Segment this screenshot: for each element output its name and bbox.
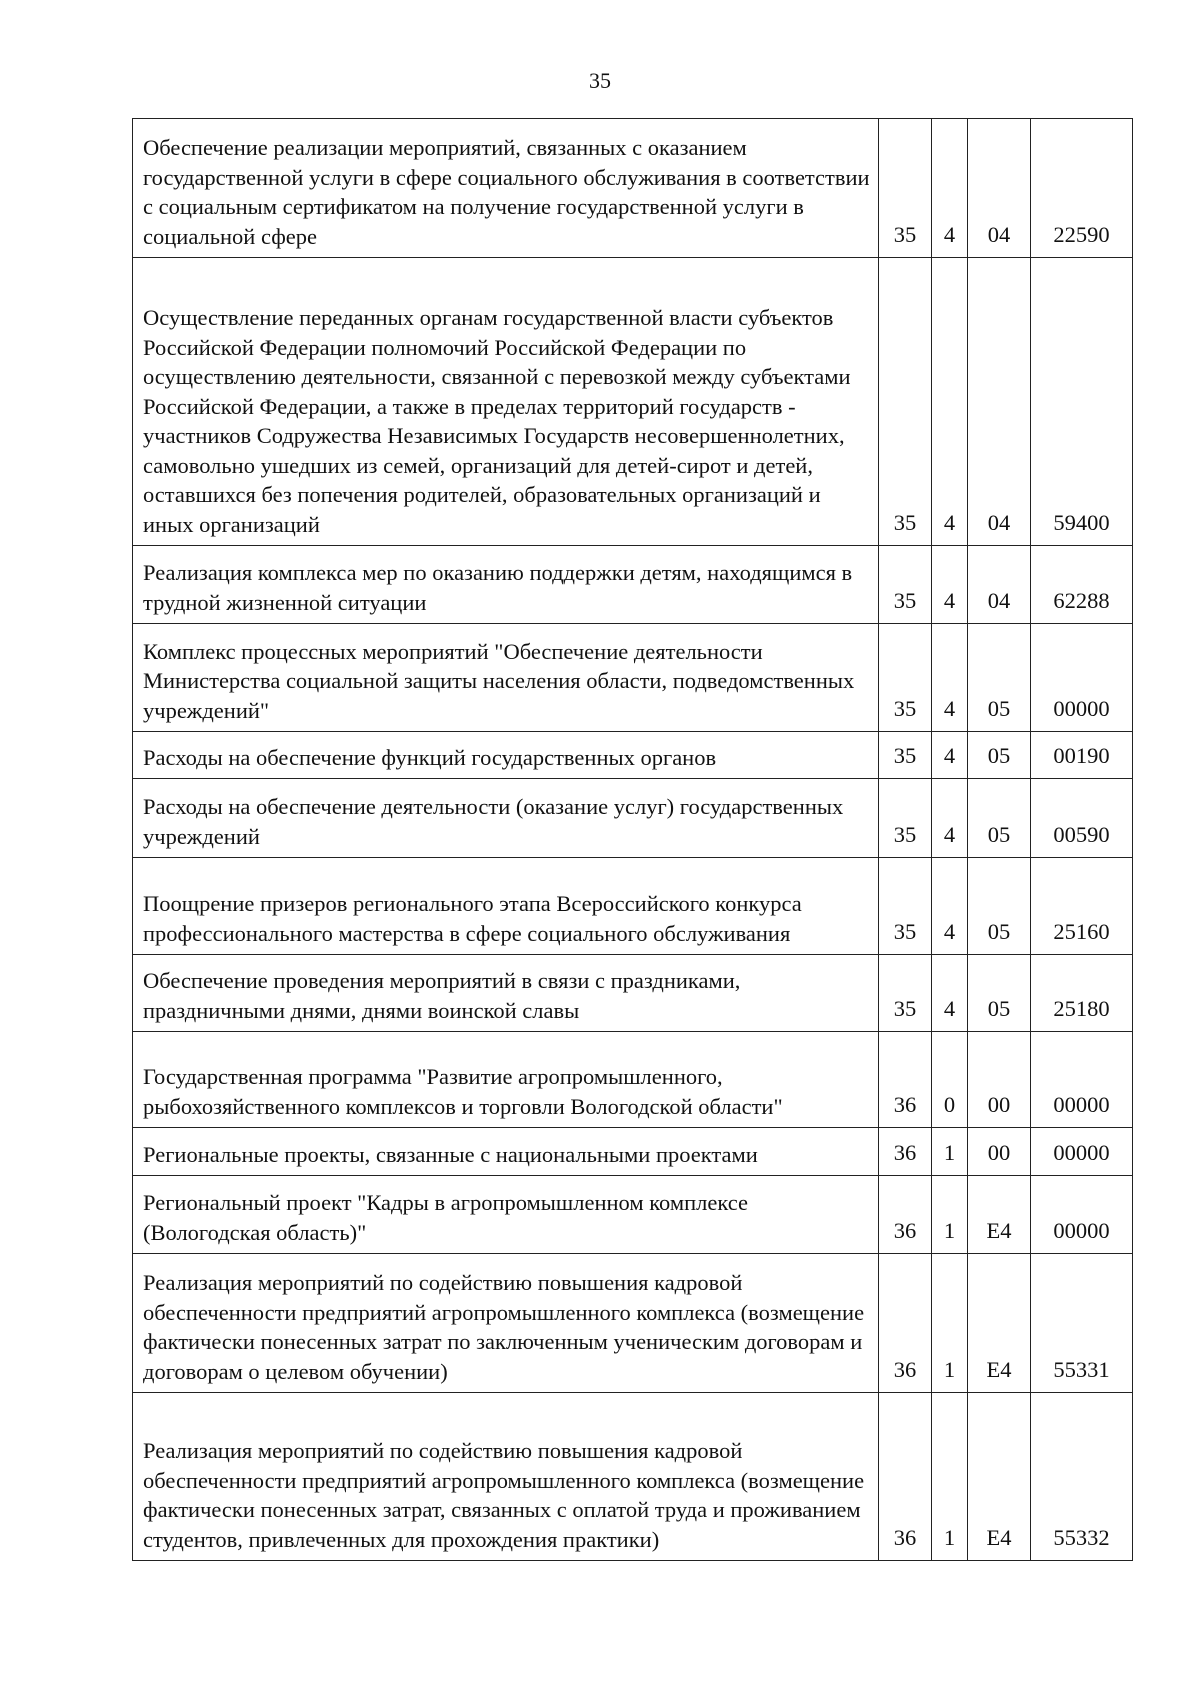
code-direction: 22590: [1031, 119, 1133, 258]
code-direction: 25160: [1031, 858, 1133, 955]
code-program: 35: [879, 119, 932, 258]
code-subprogram: 4: [932, 858, 968, 955]
table-row: [133, 119, 1133, 258]
table-row: [133, 1393, 1133, 1561]
table-row: [133, 624, 1133, 732]
row-name: Государственная программа "Развитие агропромышленного, рыбохозяйственного комплексов и торговли Вологодской области": [133, 1032, 879, 1128]
code-direction: 55332: [1031, 1393, 1133, 1561]
code-direction: 62288: [1031, 546, 1133, 624]
table-row: [133, 732, 1133, 779]
code-subprogram: 1: [932, 1128, 968, 1176]
row-name: Реализация мероприятий по содействию повышения кадровой обеспеченности предприятий агропромышленного комплекса (возмещение фактически понесенных затрат по заключенным ученическим договорам и договорам о целевом обучении): [133, 1254, 879, 1393]
row-name: Комплекс процессных мероприятий "Обеспечение деятельности Министерства социальной защиты населения области, подведомственных учреждений": [133, 624, 879, 732]
code-program: 35: [879, 955, 932, 1032]
code-direction: 00190: [1031, 732, 1133, 779]
code-event: Е4: [968, 1254, 1031, 1393]
table-row: [133, 258, 1133, 546]
code-subprogram: 0: [932, 1032, 968, 1128]
code-program: 35: [879, 258, 932, 546]
table-row: [133, 955, 1133, 1032]
code-direction: 55331: [1031, 1254, 1133, 1393]
row-name: Региональный проект "Кадры в агропромышленном комплексе (Вологодская область)": [133, 1176, 879, 1254]
code-event: Е4: [968, 1176, 1031, 1254]
row-name: Обеспечение реализации мероприятий, связанных с оказанием государственной услуги в сфере социального обслуживания в соответствии с социальным сертификатом на получение государственной услуги в социальной сфере: [133, 119, 879, 258]
code-event: 00: [968, 1032, 1031, 1128]
code-program: 35: [879, 732, 932, 779]
code-direction: 00000: [1031, 1176, 1133, 1254]
code-event: 05: [968, 779, 1031, 858]
code-event: 04: [968, 119, 1031, 258]
code-event: 00: [968, 1128, 1031, 1176]
table-row: [133, 858, 1133, 955]
code-direction: 00000: [1031, 624, 1133, 732]
code-subprogram: 4: [932, 624, 968, 732]
row-name: Поощрение призеров регионального этапа Всероссийского конкурса профессионального мастерства в сфере социального обслуживания: [133, 858, 879, 955]
table-row: [133, 779, 1133, 858]
code-program: 35: [879, 624, 932, 732]
code-program: 36: [879, 1128, 932, 1176]
code-subprogram: 4: [932, 119, 968, 258]
code-subprogram: 4: [932, 258, 968, 546]
code-subprogram: 4: [932, 546, 968, 624]
row-name: Обеспечение проведения мероприятий в связи с праздниками, праздничными днями, днями воинской славы: [133, 955, 879, 1032]
code-program: 36: [879, 1254, 932, 1393]
code-subprogram: 1: [932, 1254, 968, 1393]
table-row: [133, 546, 1133, 624]
budget-table: [132, 118, 1133, 1561]
page-number: 35: [589, 68, 611, 93]
code-event: Е4: [968, 1393, 1031, 1561]
row-name: Расходы на обеспечение функций государственных органов: [133, 732, 879, 779]
table-row: [133, 1032, 1133, 1128]
row-name: Реализация комплекса мер по оказанию поддержки детям, находящимся в трудной жизненной ситуации: [133, 546, 879, 624]
code-program: 36: [879, 1393, 932, 1561]
code-subprogram: 4: [932, 955, 968, 1032]
code-direction: 00000: [1031, 1128, 1133, 1176]
code-event: 05: [968, 732, 1031, 779]
row-name: Расходы на обеспечение деятельности (оказание услуг) государственных учреждений: [133, 779, 879, 858]
code-program: 36: [879, 1032, 932, 1128]
code-event: 04: [968, 546, 1031, 624]
code-program: 36: [879, 1176, 932, 1254]
code-event: 05: [968, 624, 1031, 732]
code-subprogram: 1: [932, 1176, 968, 1254]
code-subprogram: 4: [932, 779, 968, 858]
table-row: [133, 1254, 1133, 1393]
code-direction: 00590: [1031, 779, 1133, 858]
table-row: [133, 1176, 1133, 1254]
code-program: 35: [879, 779, 932, 858]
code-direction: 25180: [1031, 955, 1133, 1032]
row-name: Региональные проекты, связанные с национальными проектами: [133, 1128, 879, 1176]
code-subprogram: 1: [932, 1393, 968, 1561]
row-name: Реализация мероприятий по содействию повышения кадровой обеспеченности предприятий агропромышленного комплекса (возмещение фактически понесенных затрат, связанных с оплатой труда и проживанием студентов, привлеченных для прохождения практики): [133, 1393, 879, 1561]
row-name: Осуществление переданных органам государственной власти субъектов Российской Федерации полномочий Российской Федерации по осуществлению деятельности, связанной с перевозкой между субъектами Российской Федерации, а также в пределах территорий государств - участников Содружества Независимых Государств несовершеннолетних, самовольно ушедших из семей, организаций для детей-сирот и детей, оставшихся без попечения родителей, образовательных организаций и иных организаций: [133, 258, 879, 546]
code-direction: 00000: [1031, 1032, 1133, 1128]
table-row: [133, 1128, 1133, 1176]
code-direction: 59400: [1031, 258, 1133, 546]
code-event: 05: [968, 955, 1031, 1032]
code-event: 05: [968, 858, 1031, 955]
code-event: 04: [968, 258, 1031, 546]
code-subprogram: 4: [932, 732, 968, 779]
code-program: 35: [879, 546, 932, 624]
code-program: 35: [879, 858, 932, 955]
